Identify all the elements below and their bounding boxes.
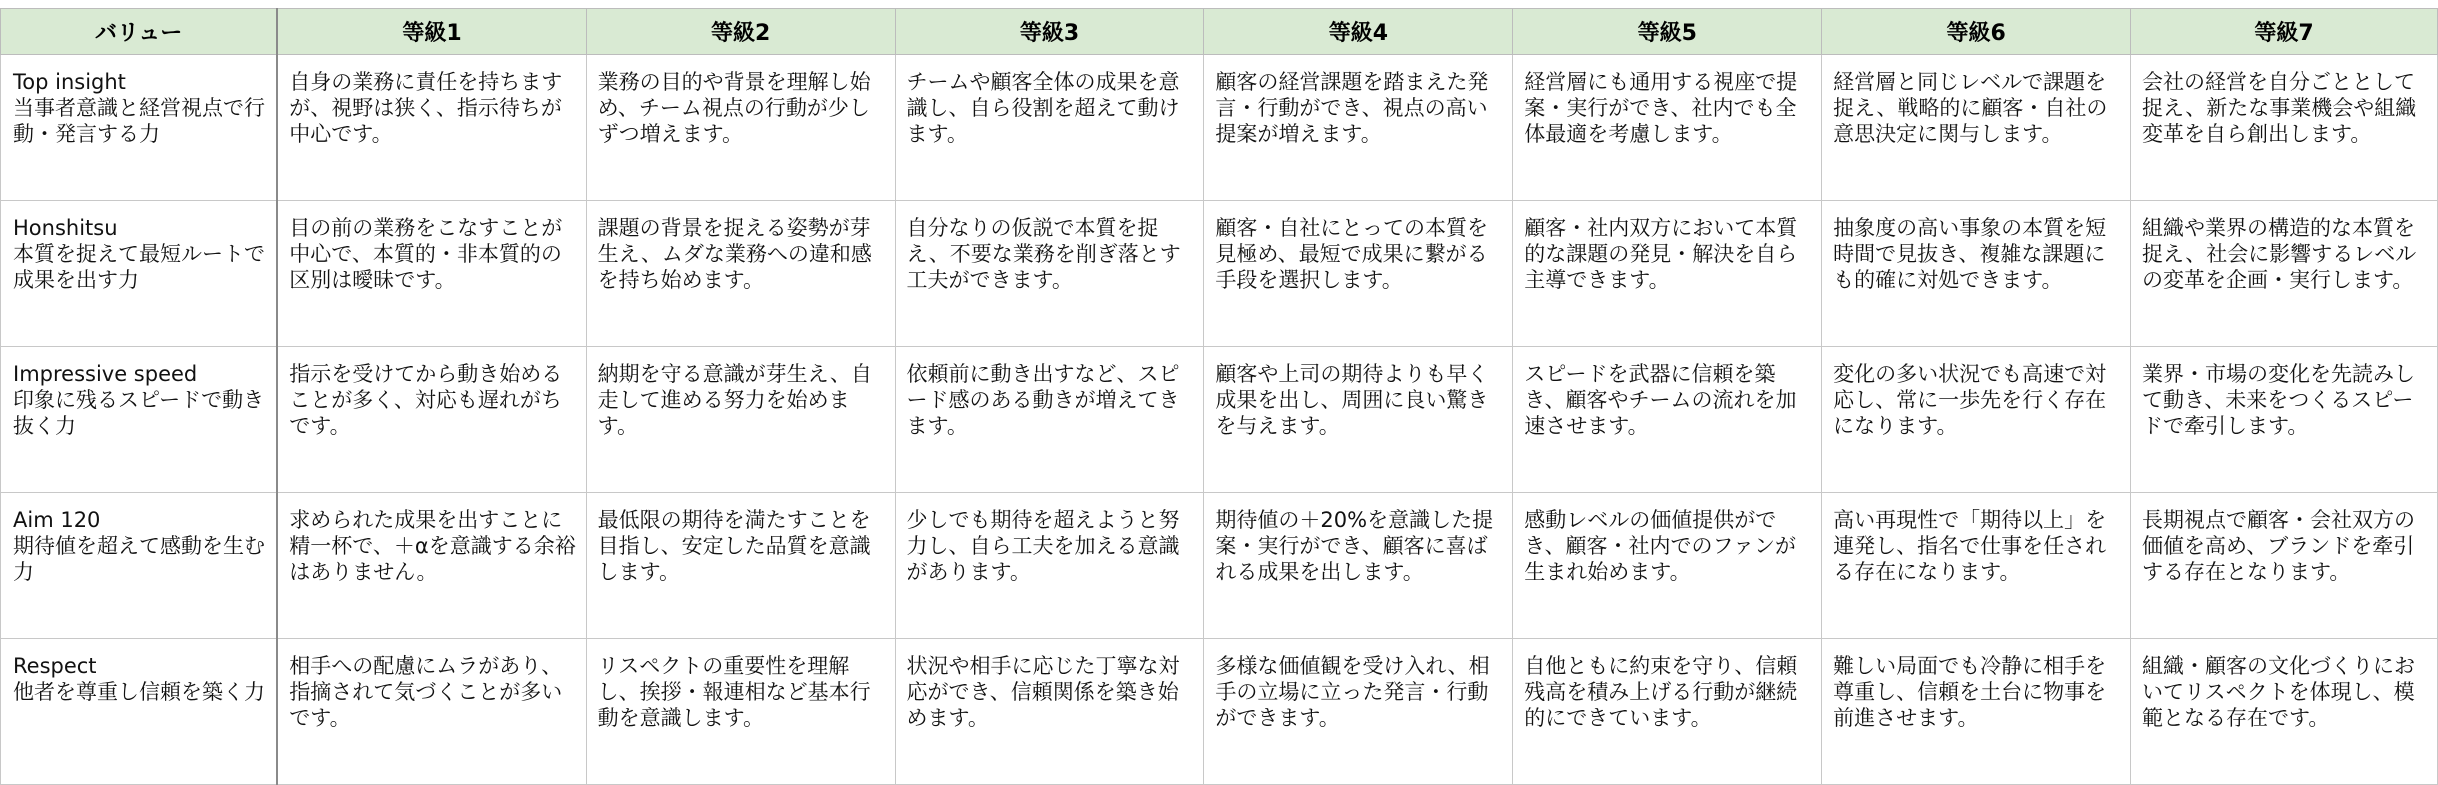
grade-cell[interactable]: チームや顧客全体の成果を意識し、自ら役割を超えて動けます。: [895, 55, 1204, 201]
value-name: Aim 120: [13, 508, 101, 532]
grade-cell[interactable]: 期待値の＋20%を意識した提案・実行ができ、顧客に喜ばれる成果を出します。: [1204, 493, 1513, 639]
grade-cell[interactable]: 業界・市場の変化を先読みして動き、未来をつくるスピードで牽引します。: [2131, 347, 2438, 493]
value-cell-aim-120[interactable]: [1, 493, 278, 639]
value-cell-honshitsu[interactable]: [1, 201, 278, 347]
grade-cell[interactable]: 状況や相手に応じた丁寧な対応ができ、信頼関係を築き始めます。: [895, 639, 1204, 785]
value-description: 本質を捉えて最短ルートで成果を出す力: [13, 242, 265, 292]
header-row: [1, 9, 2438, 55]
value-grade-table: [0, 8, 2438, 785]
value-cell-respect[interactable]: [1, 639, 278, 785]
grade-cell[interactable]: 顧客の経営課題を踏まえた発言・行動ができ、視点の高い提案が増えます。: [1204, 55, 1513, 201]
grade-cell[interactable]: 抽象度の高い事象の本質を短時間で見抜き、複雑な課題にも的確に対処できます。: [1822, 201, 2131, 347]
value-description: 当事者意識と経営視点で行動・発言する力: [13, 96, 265, 146]
value-name: Respect: [13, 654, 97, 678]
grade-cell[interactable]: 納期を守る意識が芽生え、自走して進める努力を始めます。: [586, 347, 895, 493]
grade-cell[interactable]: 変化の多い状況でも高速で対応し、常に一歩先を行く存在になります。: [1822, 347, 2131, 493]
header-grade-2[interactable]: 等級2: [586, 9, 895, 55]
table-row-impressive-speed: [1, 347, 2438, 493]
grade-cell[interactable]: スピードを武器に信頼を築き、顧客やチームの流れを加速させます。: [1513, 347, 1822, 493]
table-row-aim-120: [1, 493, 2438, 639]
header-grade-1[interactable]: 等級1: [277, 9, 586, 55]
grade-cell[interactable]: 最低限の期待を満たすことを目指し、安定した品質を意識します。: [586, 493, 895, 639]
table-row-honshitsu: [1, 201, 2438, 347]
grade-cell[interactable]: 目の前の業務をこなすことが中心で、本質的・非本質的の区別は曖昧です。: [277, 201, 586, 347]
grade-cell[interactable]: 顧客・自社にとっての本質を見極め、最短で成果に繋がる手段を選択します。: [1204, 201, 1513, 347]
value-description: 他者を尊重し信頼を築く力: [13, 680, 265, 704]
value-name: Honshitsu: [13, 216, 118, 240]
grade-cell[interactable]: 難しい局面でも冷静に相手を尊重し、信頼を土台に物事を前進させます。: [1822, 639, 2131, 785]
grade-cell[interactable]: 相手への配慮にムラがあり、指摘されて気づくことが多いです。: [277, 639, 586, 785]
grade-cell[interactable]: 指示を受けてから動き始めることが多く、対応も遅れがちです。: [277, 347, 586, 493]
grade-cell[interactable]: 課題の背景を捉える姿勢が芽生え、ムダな業務への違和感を持ち始めます。: [586, 201, 895, 347]
grade-cell[interactable]: 多様な価値観を受け入れ、相手の立場に立った発言・行動ができます。: [1204, 639, 1513, 785]
grade-cell[interactable]: 求められた成果を出すことに精一杯で、＋αを意識する余裕はありません。: [277, 493, 586, 639]
grade-cell[interactable]: 顧客や上司の期待よりも早く成果を出し、周囲に良い驚きを与えます。: [1204, 347, 1513, 493]
header-grade-7[interactable]: 等級7: [2131, 9, 2438, 55]
header-grade-5[interactable]: 等級5: [1513, 9, 1822, 55]
grade-cell[interactable]: 少しでも期待を超えようと努力し、自ら工夫を加える意識があります。: [895, 493, 1204, 639]
table-row-top-insight: [1, 55, 2438, 201]
grade-cell[interactable]: 高い再現性で「期待以上」を連発し、指名で仕事を任される存在になります。: [1822, 493, 2131, 639]
grade-cell[interactable]: 組織・顧客の文化づくりにおいてリスペクトを体現し、模範となる存在です。: [2131, 639, 2438, 785]
grade-cell[interactable]: 経営層にも通用する視座で提案・実行ができ、社内でも全体最適を考慮します。: [1513, 55, 1822, 201]
grade-cell[interactable]: 会社の経営を自分ごととして捉え、新たな事業機会や組織変革を自ら創出します。: [2131, 55, 2438, 201]
grade-cell[interactable]: リスペクトの重要性を理解し、挨拶・報連相など基本行動を意識します。: [586, 639, 895, 785]
header-grade-3[interactable]: 等級3: [895, 9, 1204, 55]
grade-cell[interactable]: 依頼前に動き出すなど、スピード感のある動きが増えてきます。: [895, 347, 1204, 493]
table-row-respect: [1, 639, 2438, 785]
grade-cell[interactable]: 感動レベルの価値提供ができ、顧客・社内でのファンが生まれ始めます。: [1513, 493, 1822, 639]
grade-cell[interactable]: 経営層と同じレベルで課題を捉え、戦略的に顧客・自社の意思決定に関与します。: [1822, 55, 2131, 201]
header-value[interactable]: バリュー: [1, 9, 278, 55]
grade-cell[interactable]: 業務の目的や背景を理解し始め、チーム視点の行動が少しずつ増えます。: [586, 55, 895, 201]
value-name: Top insight: [13, 70, 126, 94]
grade-cell[interactable]: 自他ともに約束を守り、信頼残高を積み上げる行動が継続的にできています。: [1513, 639, 1822, 785]
grade-cell[interactable]: 自身の業務に責任を持ちますが、視野は狭く、指示待ちが中心です。: [277, 55, 586, 201]
grade-cell[interactable]: 組織や業界の構造的な本質を捉え、社会に影響するレベルの変革を企画・実行します。: [2131, 201, 2438, 347]
value-name: Impressive speed: [13, 362, 198, 386]
grade-cell[interactable]: 長期視点で顧客・会社双方の価値を高め、ブランドを牽引する存在となります。: [2131, 493, 2438, 639]
value-description: 印象に残るスピードで動き抜く力: [13, 388, 265, 438]
value-cell-top-insight[interactable]: [1, 55, 278, 201]
grade-cell[interactable]: 自分なりの仮説で本質を捉え、不要な業務を削ぎ落とす工夫ができます。: [895, 201, 1204, 347]
value-cell-impressive-speed[interactable]: [1, 347, 278, 493]
header-grade-6[interactable]: 等級6: [1822, 9, 2131, 55]
value-description: 期待値を超えて感動を生む力: [13, 534, 265, 584]
grade-cell[interactable]: 顧客・社内双方において本質的な課題の発見・解決を自ら主導できます。: [1513, 201, 1822, 347]
header-grade-4[interactable]: 等級4: [1204, 9, 1513, 55]
